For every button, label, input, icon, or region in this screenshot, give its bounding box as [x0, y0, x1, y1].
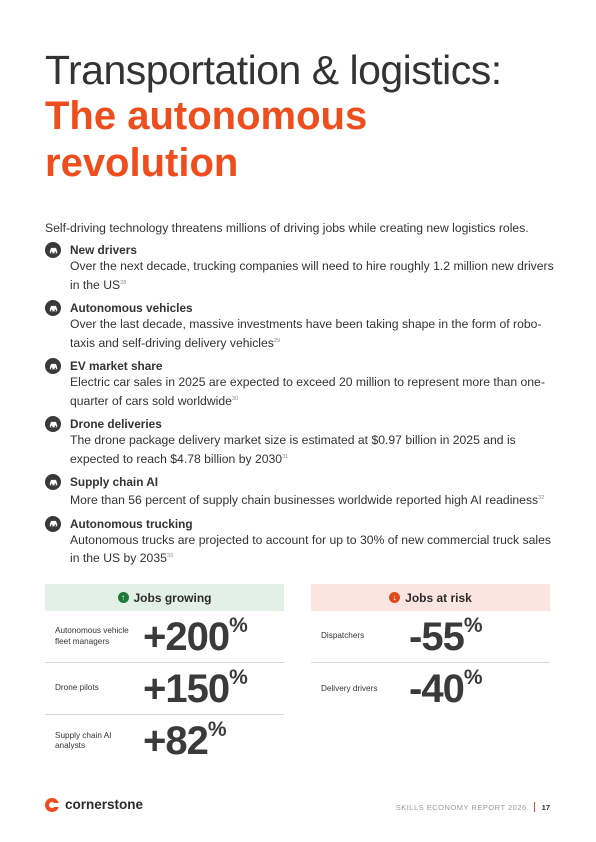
car-icon — [45, 474, 61, 490]
page-number: 17 — [541, 802, 550, 812]
bullet-title: Autonomous trucking — [70, 516, 193, 531]
bullet-title: EV market share — [70, 359, 163, 374]
role-label: Dispatchers — [321, 631, 365, 641]
bullet-title: Drone deliveries — [70, 417, 162, 432]
role-value: -55% — [409, 613, 483, 659]
intro-text: Self-driving technology threatens millions of driving jobs while creating new logistics roles. — [45, 221, 529, 235]
bullet-text: The drone package delivery market size is estimated at $0.97 billion in 2025 and is expected to reach $4.78 billion by 2030$^{31}$ — [70, 433, 516, 466]
brand-name: cornerstone — [65, 797, 144, 812]
bullet-text: More than 56 percent of supply chain businesses worldwide reported high AI readiness$^{32}$ — [70, 493, 545, 508]
table-row — [311, 611, 550, 663]
car-icon — [45, 300, 61, 316]
footer-divider — [534, 802, 535, 812]
footnote-ref: 29 — [273, 337, 281, 344]
brand-logo — [45, 797, 143, 812]
bullet-text: Over the next decade, trucking companies will need to hire roughly 1.2 million new drivers in the US$^{28}$ — [70, 259, 554, 292]
car-icon — [45, 416, 61, 432]
page-subtitle: The autonomous revolution — [45, 94, 368, 185]
bullet-title: Autonomous vehicles — [70, 301, 193, 316]
footnote-ref: 32 — [538, 495, 545, 502]
footnote-ref: 33 — [166, 553, 174, 560]
role-value: -40% — [409, 666, 483, 711]
table-row — [45, 611, 284, 663]
role-label: Autonomous vehicle fleet managers — [55, 626, 129, 646]
report-name: SKILLS ECONOMY REPORT 2026 — [395, 802, 527, 812]
role-label: Delivery drivers — [321, 683, 378, 693]
bullet-title: Supply chain AI — [70, 475, 159, 490]
bullet-title: New drivers — [70, 243, 137, 257]
bullet-item — [45, 242, 555, 293]
role-label: Drone pilots — [55, 683, 99, 693]
table-row — [45, 715, 284, 767]
jobs-growing-header — [45, 584, 284, 611]
table-row — [45, 663, 284, 715]
arrow-down-icon: ↓ — [389, 592, 400, 603]
bullet-item — [45, 474, 555, 509]
role-label: Supply chain AI analysts — [55, 730, 112, 750]
role-value: +150% — [143, 665, 248, 711]
car-icon — [45, 242, 61, 258]
bullet-item — [45, 416, 555, 467]
logo-icon — [45, 798, 59, 812]
jobs-growing-heading: Jobs growing — [133, 590, 212, 605]
bullet-text: Electric car sales in 2025 are expected to exceed 20 million to represent more than one-quarter of cars sold worldwide$^{30}$ — [70, 375, 545, 408]
bullet-list — [45, 242, 555, 574]
page-footer — [396, 802, 550, 812]
footnote-ref: 30 — [231, 395, 239, 402]
footnote-ref: 31 — [282, 453, 289, 460]
bullet-item — [45, 300, 555, 351]
bullet-item — [45, 516, 555, 567]
bullet-text: Autonomous trucks are projected to account for up to 30% of new commercial truck sales in the US by 2035$^{33}$ — [70, 532, 551, 566]
bullet-text: Over the last decade, massive investments have been taking shape in the form of robo-taxis and self-driving delivery vehicles$^{29}$ — [70, 317, 542, 350]
car-icon — [45, 358, 61, 374]
page-title: Transportation & logistics: — [45, 47, 502, 93]
arrow-up-icon: ↑ — [118, 592, 129, 603]
jobs-at-risk-header — [311, 584, 550, 611]
table-row — [311, 663, 550, 715]
footnote-ref: 28 — [120, 279, 127, 286]
car-icon — [45, 516, 61, 532]
jobs-at-risk-heading: Jobs at risk — [405, 590, 472, 605]
bullet-item — [45, 358, 555, 409]
role-value: +82% — [143, 718, 227, 763]
role-value: +200% — [143, 613, 248, 659]
